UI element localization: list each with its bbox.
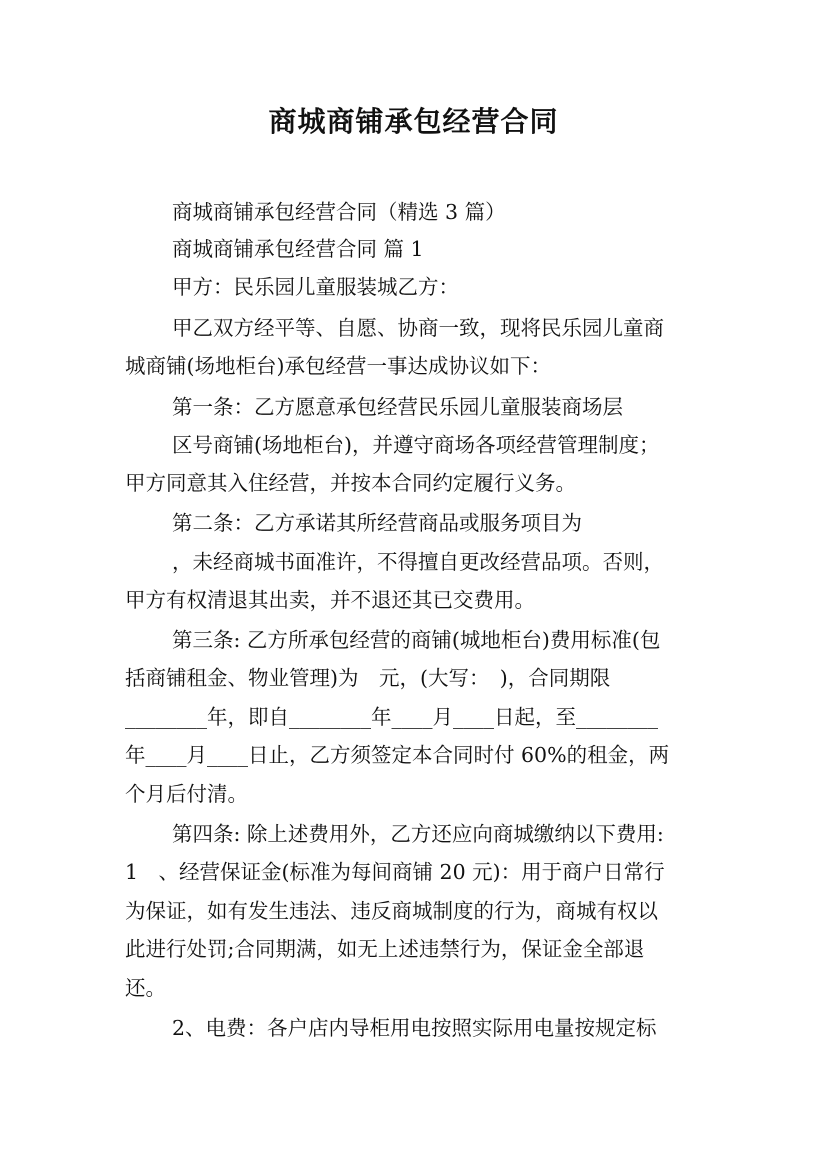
paragraph-line: 第四条: 除上述费用外，乙方还应向商城缴纳以下费用:	[172, 822, 664, 846]
paragraph-line: 年____月____日止，乙方须签定本合同时付 60%的租金，两	[125, 743, 670, 767]
document-title: 商城商铺承包经营合同	[268, 105, 559, 138]
paragraph-line: 甲方有权清退其出卖，并不退还其已交费用。	[125, 588, 535, 612]
paragraph-line: 城商铺(场地柜台)承包经营一事达成协议如下：	[125, 354, 551, 378]
paragraph-line: 个月后付清。	[125, 782, 248, 806]
paragraph-line: 1 、经营保证金(标准为每间商铺 20 元)：用于商户日常行	[125, 860, 665, 884]
paragraph-line: 第二条：乙方承诺其所经营商品或服务项目为	[172, 511, 582, 535]
paragraph-line: 括商铺租金、物业管理)为 元，(大写： )，合同期限	[125, 666, 611, 690]
paragraph-line: 区号商铺(场地柜台)，并遵守商场各项经营管理制度；	[172, 433, 660, 457]
paragraph-line: 商城商铺承包经营合同（精选 3 篇）	[172, 200, 506, 224]
paragraph-line: 甲方同意其入住经营，并按本合同约定履行义务。	[125, 471, 576, 495]
paragraph-line: 还。	[125, 976, 166, 1000]
paragraph-line: 此进行处罚;合同期满，如无上述违禁行为，保证金全部退	[125, 937, 645, 961]
paragraph-line: 商城商铺承包经营合同 篇 1	[172, 237, 424, 261]
paragraph-line: 甲乙双方经平等、自愿、协商一致，现将民乐园儿童商	[172, 316, 664, 340]
paragraph-line: ，未经商城书面准许，不得擅自更改经营品项。否则，	[172, 550, 664, 574]
paragraph-line: 2、电费：各户店内导柜用电按照实际用电量按规定标	[172, 1016, 657, 1040]
paragraph-line: ________年，即自________年____月____日起，至________	[125, 705, 658, 729]
paragraph-line: 第一条：乙方愿意承包经营民乐园儿童服装商场层	[172, 395, 623, 419]
paragraph-line: 甲方：民乐园儿童服装城乙方：	[172, 275, 459, 299]
paragraph-line: 第三条: 乙方所承包经营的商铺(城地柜台)费用标准(包	[172, 628, 661, 652]
paragraph-line: 为保证，如有发生违法、违反商城制度的行为，商城有权以	[125, 899, 658, 923]
